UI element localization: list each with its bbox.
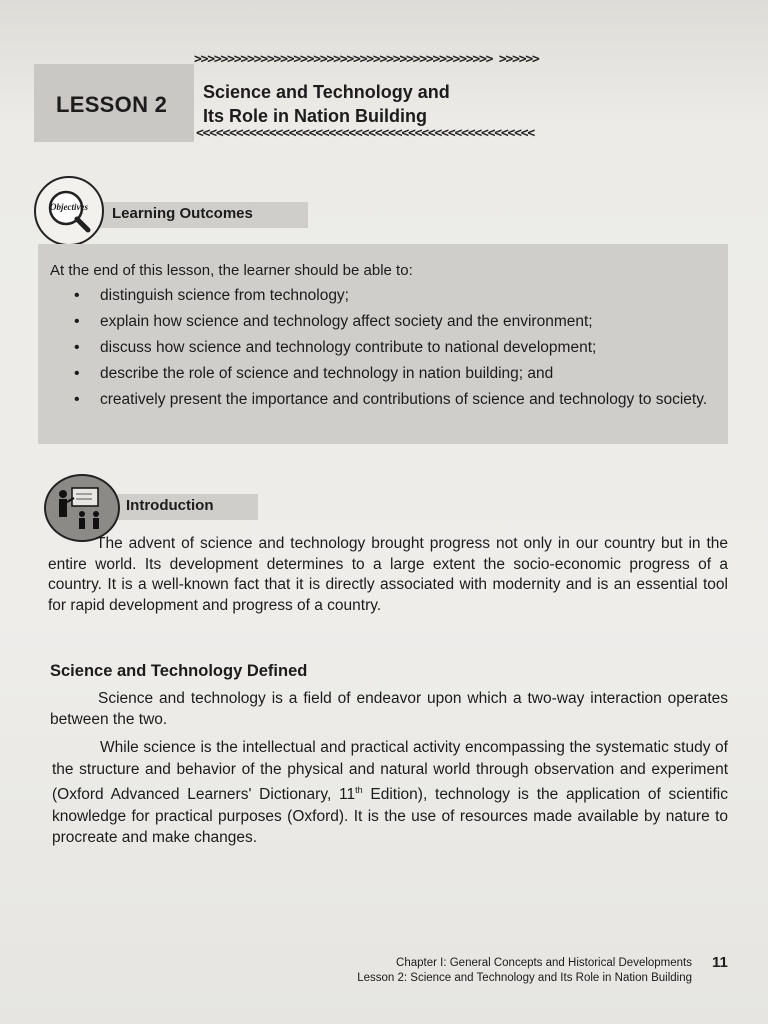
- defined-paragraph-1: Science and technology is a field of endeavor upon which a two-way interaction operates between the two.: [50, 690, 728, 728]
- lesson-title: [203, 80, 450, 128]
- defined-paragraph-2-part1: While science is the intellectual and practical activity encompassing the systematic study of the structure and behavior of the physical and natural world through observation and experiment (Oxford Advanced Learners' Dictionary, 11: [52, 739, 728, 804]
- footer-lesson: Lesson 2: Science and Technology and Its Role in Nation Building: [357, 972, 692, 984]
- introduction-heading: Introduction: [126, 497, 214, 514]
- list-item: • describe the role of science and technology in nation building; and: [68, 364, 718, 383]
- page-number: 11: [712, 954, 728, 971]
- chevron-border-top: >>>>>>>>>>>>>>>>>>>>>>>>>>>>>>>>>>>>>>>>>>>>> >>>>>>: [194, 52, 539, 67]
- defined-paragraph-2-part2: Edition), technology is the application of scientific knowledge for practical purposes (Oxford). It is the use of resources made available by nature to procreate and make changes.: [52, 786, 728, 847]
- learning-outcomes-heading-tab: [98, 202, 308, 228]
- lesson-label: LESSON 2: [56, 92, 168, 117]
- footer-chapter: Chapter I: General Concepts and Historical Developments: [396, 957, 692, 969]
- list-item: • creatively present the importance and contributions of science and technology to society.: [68, 390, 718, 409]
- lesson-title-line2: Its Role in Nation Building: [203, 106, 427, 126]
- list-item: • explain how science and technology affect society and the environment;: [68, 312, 718, 331]
- list-item: • discuss how science and technology contribute to national development;: [68, 338, 718, 357]
- objectives-icon-text: Objectives: [50, 202, 88, 212]
- chevron-border-bottom: <<<<<<<<<<<<<<<<<<<<<<<<<<<<<<<<<<<<<<<<<<<<<<<<<<<: [196, 126, 534, 141]
- list-item: • distinguish science from technology;: [68, 286, 718, 305]
- defined-paragraph-2: [52, 737, 728, 849]
- lesson-title-line1: Science and Technology and: [203, 82, 450, 102]
- objectives-icon: [34, 176, 104, 246]
- learning-outcomes-list: [68, 286, 718, 416]
- teacher-board-icon: [44, 474, 120, 542]
- introduction-heading-tab: [112, 494, 258, 520]
- introduction-paragraph: The advent of science and technology brought progress not only in our country but in the entire world. Its development determines to a large extent the socio-economic progress of a country. It is a well-known fact that it is directly associated with modernity and is an essential tool for rapid development and progress of a country.: [48, 535, 728, 614]
- defined-heading: Science and Technology Defined: [50, 662, 308, 680]
- learning-outcomes-heading: Learning Outcomes: [112, 205, 253, 222]
- superscript-th: th: [355, 785, 363, 795]
- learning-outcomes-intro: At the end of this lesson, the learner should be able to:: [50, 262, 413, 279]
